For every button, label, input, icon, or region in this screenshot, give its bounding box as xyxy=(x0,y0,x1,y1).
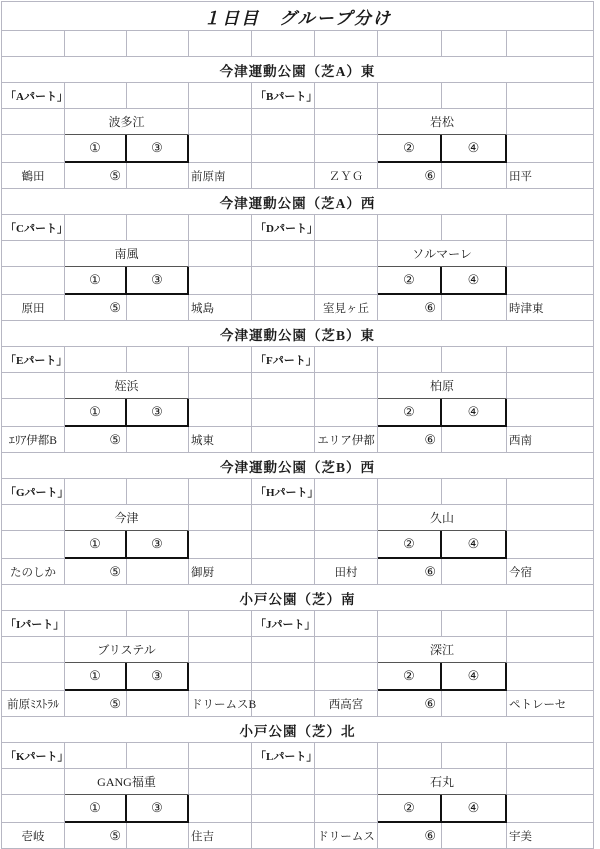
empty-cell xyxy=(127,611,189,637)
left-bottom-right-team-name: ドリームスB xyxy=(189,691,252,717)
venue-header-row xyxy=(2,717,594,743)
venue-header: 今津運動公園（芝A）西 xyxy=(2,189,594,215)
empty-cell xyxy=(315,795,378,823)
right-bottom-right-team-name: 西南 xyxy=(507,427,594,453)
right-match-4-number: ④ xyxy=(442,135,507,163)
empty-cell xyxy=(315,241,378,267)
seed-team-row xyxy=(2,373,594,399)
empty-cell xyxy=(507,531,594,559)
part-label-row xyxy=(2,743,594,769)
empty-cell xyxy=(252,373,315,399)
empty-cell xyxy=(2,769,65,795)
right-bottom-right-team-name: 時津東 xyxy=(507,295,594,321)
left-seed-team-name: 波多江 xyxy=(65,109,189,135)
right-bottom-right-team-name: 田平 xyxy=(507,163,594,189)
left-match-3-number: ③ xyxy=(127,135,189,163)
left-match-1-number: ① xyxy=(65,795,127,823)
empty-cell xyxy=(127,823,189,849)
empty-cell xyxy=(252,109,315,135)
empty-cell xyxy=(252,135,315,163)
right-match-6-number: ⑥ xyxy=(378,295,442,321)
venue-section xyxy=(2,57,594,189)
empty-cell xyxy=(442,691,507,717)
empty-cell xyxy=(127,347,189,373)
empty-cell xyxy=(507,611,594,637)
empty-cell xyxy=(315,83,378,109)
venue-header-row xyxy=(2,585,594,611)
left-seed-team-name: 姪浜 xyxy=(65,373,189,399)
empty-cell xyxy=(65,31,127,57)
left-match-1-number: ① xyxy=(65,135,127,163)
empty-cell xyxy=(378,83,442,109)
empty-cell xyxy=(315,373,378,399)
right-bottom-left-team-name: エリア伊都 xyxy=(315,427,378,453)
empty-cell xyxy=(127,83,189,109)
left-bottom-right-team-name: 住吉 xyxy=(189,823,252,849)
empty-cell xyxy=(127,479,189,505)
left-match-1-number: ① xyxy=(65,663,127,691)
empty-cell xyxy=(507,769,594,795)
empty-cell xyxy=(507,347,594,373)
empty-cell xyxy=(189,611,252,637)
right-part-label: 「Hパート」 xyxy=(252,479,315,505)
left-part-label: 「Gパート」 xyxy=(2,479,65,505)
venue-header-row xyxy=(2,189,594,215)
empty-cell xyxy=(2,241,65,267)
empty-cell xyxy=(189,373,252,399)
empty-cell xyxy=(127,215,189,241)
empty-cell xyxy=(442,427,507,453)
empty-cell xyxy=(2,795,65,823)
left-match-3-number: ③ xyxy=(127,795,189,823)
bracket-number-row xyxy=(2,135,594,163)
bracket-number-row xyxy=(2,795,594,823)
empty-cell xyxy=(315,479,378,505)
left-bottom-left-team-name: たのしか xyxy=(2,559,65,585)
empty-cell xyxy=(252,241,315,267)
empty-cell xyxy=(252,663,315,691)
right-match-2-number: ② xyxy=(378,795,442,823)
group-assignment-sheet xyxy=(1,1,594,849)
empty-cell xyxy=(127,559,189,585)
empty-cell xyxy=(2,109,65,135)
bottom-team-row xyxy=(2,559,594,585)
empty-cell xyxy=(2,663,65,691)
empty-cell xyxy=(65,743,127,769)
venue-section xyxy=(2,189,594,321)
right-bottom-left-team-name: 西高宮 xyxy=(315,691,378,717)
empty-cell xyxy=(507,479,594,505)
empty-cell xyxy=(2,637,65,663)
empty-cell xyxy=(65,83,127,109)
empty-cell xyxy=(378,479,442,505)
left-part-label: 「Iパート」 xyxy=(2,611,65,637)
right-part-label: 「Lパート」 xyxy=(252,743,315,769)
empty-cell xyxy=(189,663,252,691)
empty-cell xyxy=(252,531,315,559)
empty-cell xyxy=(442,347,507,373)
empty-cell xyxy=(315,531,378,559)
empty-cell xyxy=(315,399,378,427)
empty-cell xyxy=(252,163,315,189)
empty-cell xyxy=(507,31,594,57)
empty-cell xyxy=(189,241,252,267)
left-seed-team-name: 南風 xyxy=(65,241,189,267)
empty-cell xyxy=(252,637,315,663)
right-part-label: 「Fパート」 xyxy=(252,347,315,373)
seed-team-row xyxy=(2,241,594,267)
empty-cell xyxy=(507,267,594,295)
left-match-5-number: ⑤ xyxy=(65,427,127,453)
empty-cell xyxy=(189,135,252,163)
empty-cell xyxy=(442,611,507,637)
right-seed-team-name: 柏原 xyxy=(378,373,507,399)
empty-cell xyxy=(315,109,378,135)
left-match-1-number: ① xyxy=(65,267,127,295)
venue-section xyxy=(2,453,594,585)
title-row xyxy=(2,2,594,31)
right-seed-team-name: 岩松 xyxy=(378,109,507,135)
bracket-number-row xyxy=(2,399,594,427)
venue-section xyxy=(2,717,594,849)
left-match-3-number: ③ xyxy=(127,399,189,427)
empty-cell xyxy=(315,663,378,691)
empty-cell xyxy=(2,135,65,163)
left-match-5-number: ⑤ xyxy=(65,559,127,585)
left-match-5-number: ⑤ xyxy=(65,295,127,321)
right-match-2-number: ② xyxy=(378,531,442,559)
left-part-label: 「Cパート」 xyxy=(2,215,65,241)
empty-cell xyxy=(378,347,442,373)
right-bottom-right-team-name: 今宿 xyxy=(507,559,594,585)
empty-cell xyxy=(315,743,378,769)
sections-container xyxy=(2,57,594,849)
left-seed-team-name: ブリステル xyxy=(65,637,189,663)
left-part-label: 「Aパート」 xyxy=(2,83,65,109)
empty-cell xyxy=(378,215,442,241)
part-label-row xyxy=(2,347,594,373)
left-seed-team-name: GANG福重 xyxy=(65,769,189,795)
empty-cell xyxy=(507,215,594,241)
right-seed-team-name: 石丸 xyxy=(378,769,507,795)
bottom-team-row xyxy=(2,295,594,321)
empty-cell xyxy=(378,31,442,57)
empty-cell xyxy=(507,795,594,823)
bottom-team-row xyxy=(2,823,594,849)
left-match-1-number: ① xyxy=(65,399,127,427)
empty-cell xyxy=(252,267,315,295)
venue-header: 今津運動公園（芝A）東 xyxy=(2,57,594,83)
empty-cell xyxy=(507,663,594,691)
empty-cell xyxy=(189,795,252,823)
part-label-row xyxy=(2,83,594,109)
empty-cell xyxy=(2,531,65,559)
right-match-4-number: ④ xyxy=(442,795,507,823)
right-match-4-number: ④ xyxy=(442,267,507,295)
empty-cell xyxy=(65,347,127,373)
empty-cell xyxy=(315,637,378,663)
empty-cell xyxy=(442,743,507,769)
empty-cell xyxy=(442,83,507,109)
bracket-number-row xyxy=(2,663,594,691)
right-match-6-number: ⑥ xyxy=(378,823,442,849)
empty-cell xyxy=(252,505,315,531)
empty-cell xyxy=(189,479,252,505)
empty-cell xyxy=(2,373,65,399)
empty-cell xyxy=(189,743,252,769)
empty-cell xyxy=(252,559,315,585)
empty-cell xyxy=(507,135,594,163)
empty-cell xyxy=(442,823,507,849)
right-match-6-number: ⑥ xyxy=(378,691,442,717)
seed-team-row xyxy=(2,109,594,135)
empty-cell xyxy=(507,399,594,427)
empty-cell xyxy=(442,559,507,585)
part-label-row xyxy=(2,479,594,505)
venue-header: 今津運動公園（芝B）西 xyxy=(2,453,594,479)
left-match-3-number: ③ xyxy=(127,267,189,295)
empty-cell xyxy=(507,83,594,109)
empty-cell xyxy=(127,31,189,57)
left-seed-team-name: 今津 xyxy=(65,505,189,531)
right-seed-team-name: ソルマーレ xyxy=(378,241,507,267)
empty-cell xyxy=(252,295,315,321)
left-bottom-left-team-name: 鶴田 xyxy=(2,163,65,189)
seed-team-row xyxy=(2,769,594,795)
empty-cell xyxy=(315,769,378,795)
empty-cell xyxy=(127,295,189,321)
venue-section xyxy=(2,585,594,717)
empty-cell xyxy=(442,31,507,57)
empty-cell xyxy=(127,163,189,189)
empty-cell xyxy=(315,267,378,295)
venue-header: 小戸公園（芝）南 xyxy=(2,585,594,611)
right-match-6-number: ⑥ xyxy=(378,163,442,189)
empty-cell xyxy=(127,427,189,453)
empty-cell xyxy=(2,267,65,295)
right-part-label: 「Dパート」 xyxy=(252,215,315,241)
empty-cell xyxy=(189,267,252,295)
left-bottom-right-team-name: 御厨 xyxy=(189,559,252,585)
left-bottom-left-team-name: 前原ﾐｽﾄﾗﾙ xyxy=(2,691,65,717)
right-match-2-number: ② xyxy=(378,135,442,163)
empty-cell xyxy=(315,347,378,373)
right-bottom-left-team-name: 田村 xyxy=(315,559,378,585)
venue-header: 小戸公園（芝）北 xyxy=(2,717,594,743)
bottom-team-row xyxy=(2,691,594,717)
empty-cell xyxy=(378,743,442,769)
empty-cell xyxy=(189,769,252,795)
left-bottom-left-team-name: ｴﾘｱ伊都B xyxy=(2,427,65,453)
venue-header-row xyxy=(2,321,594,347)
venue-header-row xyxy=(2,57,594,83)
left-match-3-number: ③ xyxy=(127,663,189,691)
right-match-4-number: ④ xyxy=(442,399,507,427)
empty-cell xyxy=(189,31,252,57)
left-match-1-number: ① xyxy=(65,531,127,559)
right-part-label: 「Bパート」 xyxy=(252,83,315,109)
empty-cell xyxy=(507,373,594,399)
left-match-5-number: ⑤ xyxy=(65,163,127,189)
empty-cell xyxy=(507,241,594,267)
empty-cell xyxy=(315,611,378,637)
empty-cell xyxy=(189,215,252,241)
left-bottom-left-team-name: 原田 xyxy=(2,295,65,321)
empty-cell xyxy=(2,399,65,427)
empty-cell xyxy=(65,611,127,637)
right-match-2-number: ② xyxy=(378,663,442,691)
empty-cell xyxy=(252,399,315,427)
empty-cell xyxy=(378,611,442,637)
right-bottom-left-team-name: 室見ヶ丘 xyxy=(315,295,378,321)
empty-cell xyxy=(189,347,252,373)
empty-cell xyxy=(507,109,594,135)
empty-cell xyxy=(442,215,507,241)
left-bottom-left-team-name: 壱岐 xyxy=(2,823,65,849)
empty-cell xyxy=(189,637,252,663)
empty-cell xyxy=(127,691,189,717)
empty-cell xyxy=(189,505,252,531)
left-part-label: 「Eパート」 xyxy=(2,347,65,373)
empty-cell xyxy=(252,427,315,453)
venue-section xyxy=(2,321,594,453)
empty-cell xyxy=(507,637,594,663)
right-match-4-number: ④ xyxy=(442,663,507,691)
right-bottom-left-team-name: ドリームス xyxy=(315,823,378,849)
venue-header: 今津運動公園（芝B）東 xyxy=(2,321,594,347)
right-match-6-number: ⑥ xyxy=(378,559,442,585)
right-match-2-number: ② xyxy=(378,399,442,427)
right-part-label: 「Jパート」 xyxy=(252,611,315,637)
right-match-4-number: ④ xyxy=(442,531,507,559)
empty-cell xyxy=(442,479,507,505)
seed-team-row xyxy=(2,637,594,663)
empty-cell xyxy=(507,743,594,769)
left-part-label: 「Kパート」 xyxy=(2,743,65,769)
seed-team-row xyxy=(2,505,594,531)
empty-cell xyxy=(315,505,378,531)
empty-cell xyxy=(65,479,127,505)
empty-cell xyxy=(189,83,252,109)
right-bottom-right-team-name: ペトレーセ xyxy=(507,691,594,717)
empty-cell xyxy=(189,109,252,135)
empty-cell xyxy=(315,31,378,57)
bottom-team-row xyxy=(2,427,594,453)
empty-cell xyxy=(2,505,65,531)
empty-cell xyxy=(189,399,252,427)
venue-header-row xyxy=(2,453,594,479)
right-match-6-number: ⑥ xyxy=(378,427,442,453)
page-title: １日目 グループ分け xyxy=(2,2,594,31)
part-label-row xyxy=(2,215,594,241)
left-match-5-number: ⑤ xyxy=(65,691,127,717)
empty-cell xyxy=(315,135,378,163)
spacer-row xyxy=(2,31,594,57)
empty-cell xyxy=(252,769,315,795)
part-label-row xyxy=(2,611,594,637)
empty-cell xyxy=(65,215,127,241)
empty-cell xyxy=(127,743,189,769)
left-bottom-right-team-name: 前原南 xyxy=(189,163,252,189)
right-seed-team-name: 久山 xyxy=(378,505,507,531)
right-match-2-number: ② xyxy=(378,267,442,295)
empty-cell xyxy=(442,295,507,321)
empty-cell xyxy=(252,31,315,57)
left-bottom-right-team-name: 城島 xyxy=(189,295,252,321)
right-bottom-left-team-name: ＺＹＧ xyxy=(315,163,378,189)
empty-cell xyxy=(252,691,315,717)
empty-cell xyxy=(2,31,65,57)
left-match-5-number: ⑤ xyxy=(65,823,127,849)
empty-cell xyxy=(442,163,507,189)
left-bottom-right-team-name: 城東 xyxy=(189,427,252,453)
empty-cell xyxy=(315,215,378,241)
bracket-number-row xyxy=(2,531,594,559)
right-bottom-right-team-name: 宇美 xyxy=(507,823,594,849)
bracket-number-row xyxy=(2,267,594,295)
empty-cell xyxy=(189,531,252,559)
left-match-3-number: ③ xyxy=(127,531,189,559)
empty-cell xyxy=(252,823,315,849)
bottom-team-row xyxy=(2,163,594,189)
right-seed-team-name: 深江 xyxy=(378,637,507,663)
empty-cell xyxy=(507,505,594,531)
empty-cell xyxy=(252,795,315,823)
